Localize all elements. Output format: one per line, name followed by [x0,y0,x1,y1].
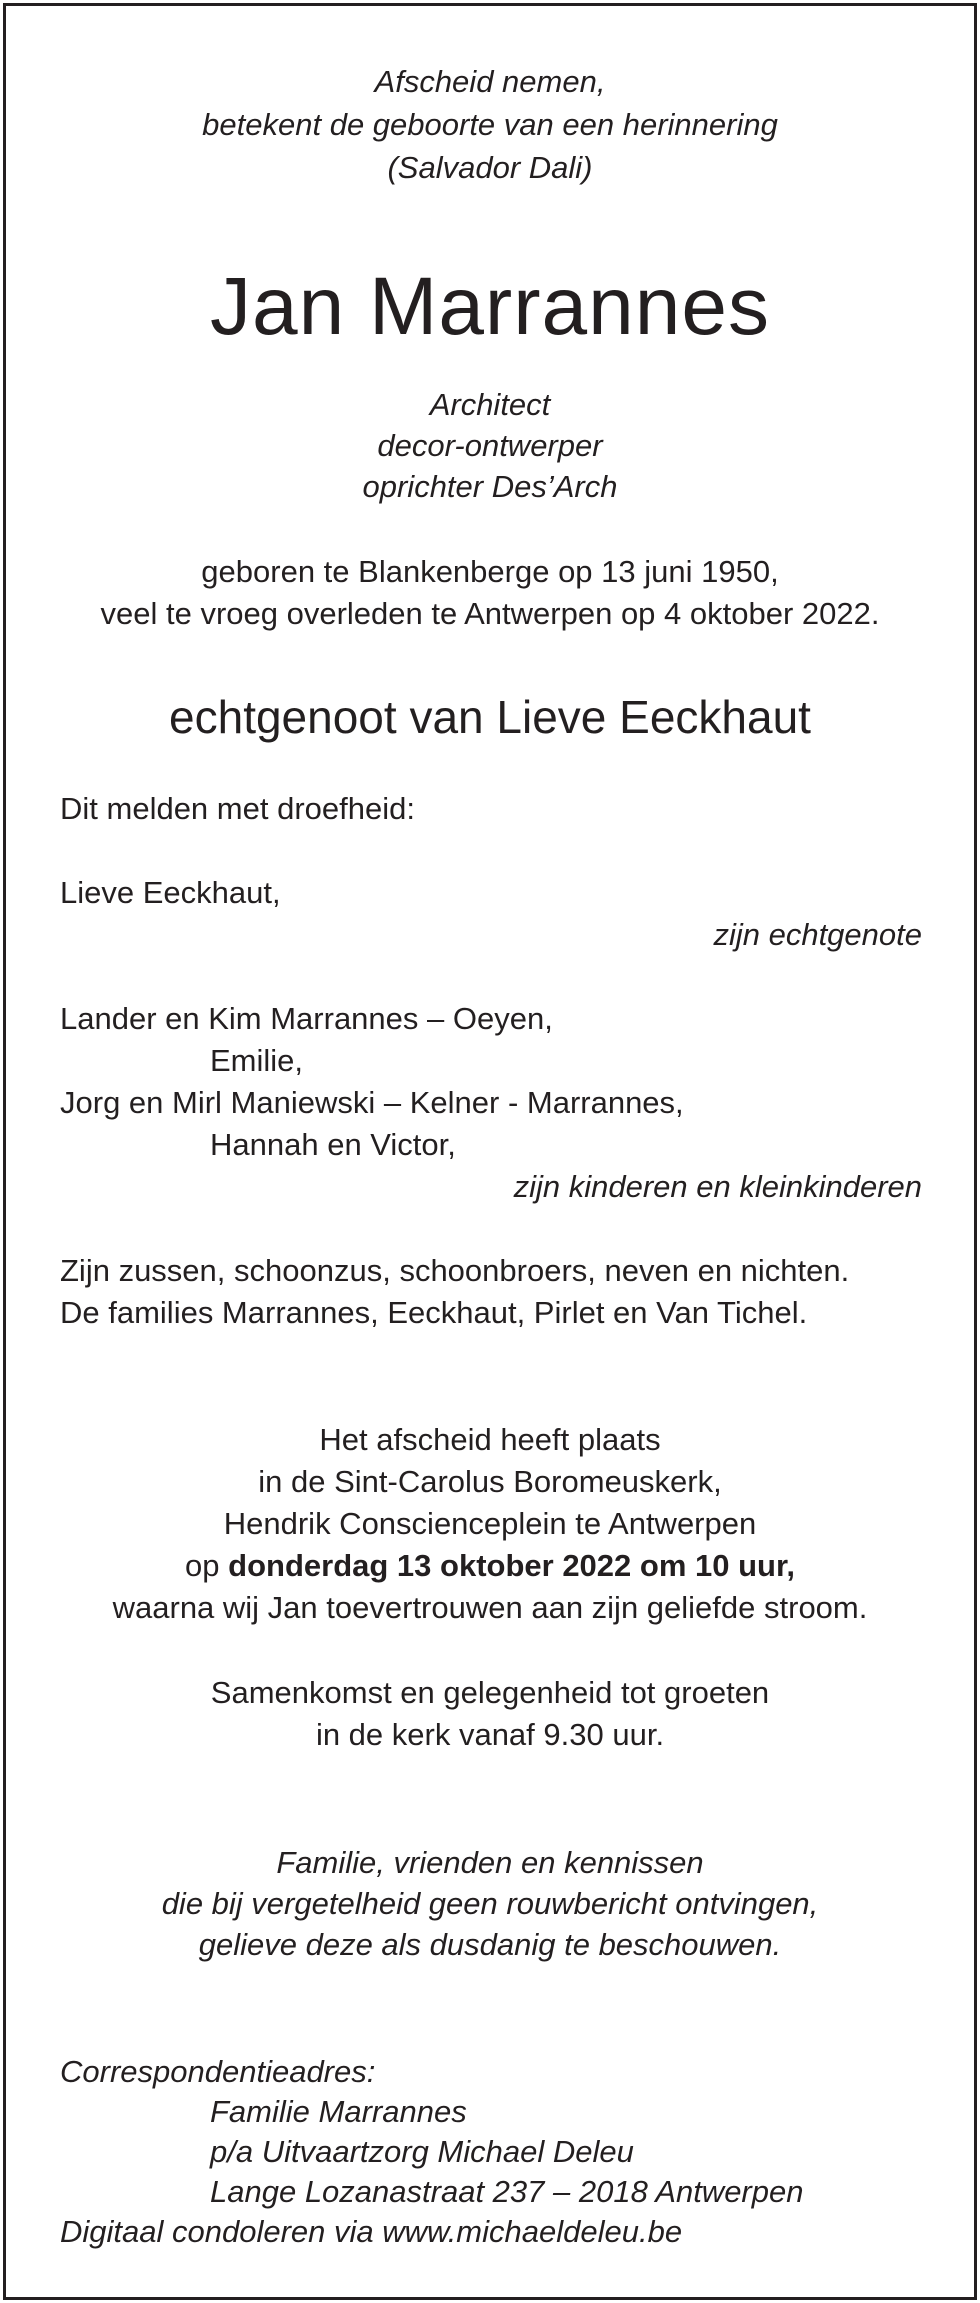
gathering-line-2: in de kerk vanaf 9.30 uur. [315,1717,665,1752]
correspondence-care-of: p/a Uitvaartzorg Michael Deleu [210,2134,634,2169]
quote-line-2: betekent de geboorte van een herinnering [202,107,778,142]
correspondence-name: Familie Marrannes [210,2094,467,2129]
quote-line-1: Afscheid nemen, [374,64,606,99]
role-founder: oprichter Des’Arch [362,469,618,504]
role-decor-designer: decor-ontwerper [377,428,603,463]
gathering-line-1: Samenkomst en gelegenheid tot groeten [210,1675,770,1710]
correspondence-address: Lange Lozanastraat 237 – 2018 Antwerpen [210,2174,804,2209]
correspondence-label: Correspondentieadres: [60,2054,376,2089]
birth-line: geboren te Blankenberge op 13 juni 1950, [201,554,779,589]
deceased-name: Jan Marrannes [210,261,770,352]
ceremony-line-5: waarna wij Jan toevertrouwen aan zijn geliefde stroom. [112,1590,868,1625]
children-relation: zijn kinderen en kleinkinderen [513,1169,922,1204]
notice-line-1: Familie, vrienden en kennissen [276,1845,704,1880]
spouse-line: echtgenoot van Lieve Eeckhaut [169,691,811,743]
family-line: Lander en Kim Marrannes – Oeyen, [60,1001,553,1036]
notice-line-2: die bij vergetelheid geen rouwbericht ontvingen, [161,1886,819,1921]
ceremony-line-3: Hendrik Conscienceplein te Antwerpen [223,1506,757,1541]
spouse-relation: zijn echtgenote [713,917,922,952]
extended-family-line: De families Marrannes, Eeckhaut, Pirlet en Van Tichel. [60,1295,808,1330]
ceremony-line-2: in de Sint-Carolus Boromeuskerk, [258,1464,722,1499]
quote-author: (Salvador Dali) [387,150,593,185]
ceremony-date-prefix: op [185,1548,229,1583]
death-line: veel te vroeg overleden te Antwerpen op 4 oktober 2022. [100,596,880,631]
family-line: Emilie, [210,1043,304,1078]
family-line: Hannah en Victor, [210,1127,456,1162]
online-condolence-link[interactable]: Digitaal condoleren via www.michaeldeleu.be [60,2214,683,2249]
family-line: Jorg en Mirl Maniewski – Kelner - Marrannes, [60,1085,684,1120]
role-architect: Architect [429,387,551,422]
announcement-intro: Dit melden met droefheid: [60,791,415,826]
notice-line-3: gelieve deze als dusdanig te beschouwen. [198,1927,782,1962]
ceremony-line-1: Het afscheid heeft plaats [319,1422,661,1457]
ceremony-date [0,1546,980,1586]
extended-family-line: Zijn zussen, schoonzus, schoonbroers, neven en nichten. [60,1253,850,1288]
spouse-name: Lieve Eeckhaut, [60,875,281,910]
ceremony-date-bold: donderdag 13 oktober 2022 om 10 uur, [228,1548,795,1583]
